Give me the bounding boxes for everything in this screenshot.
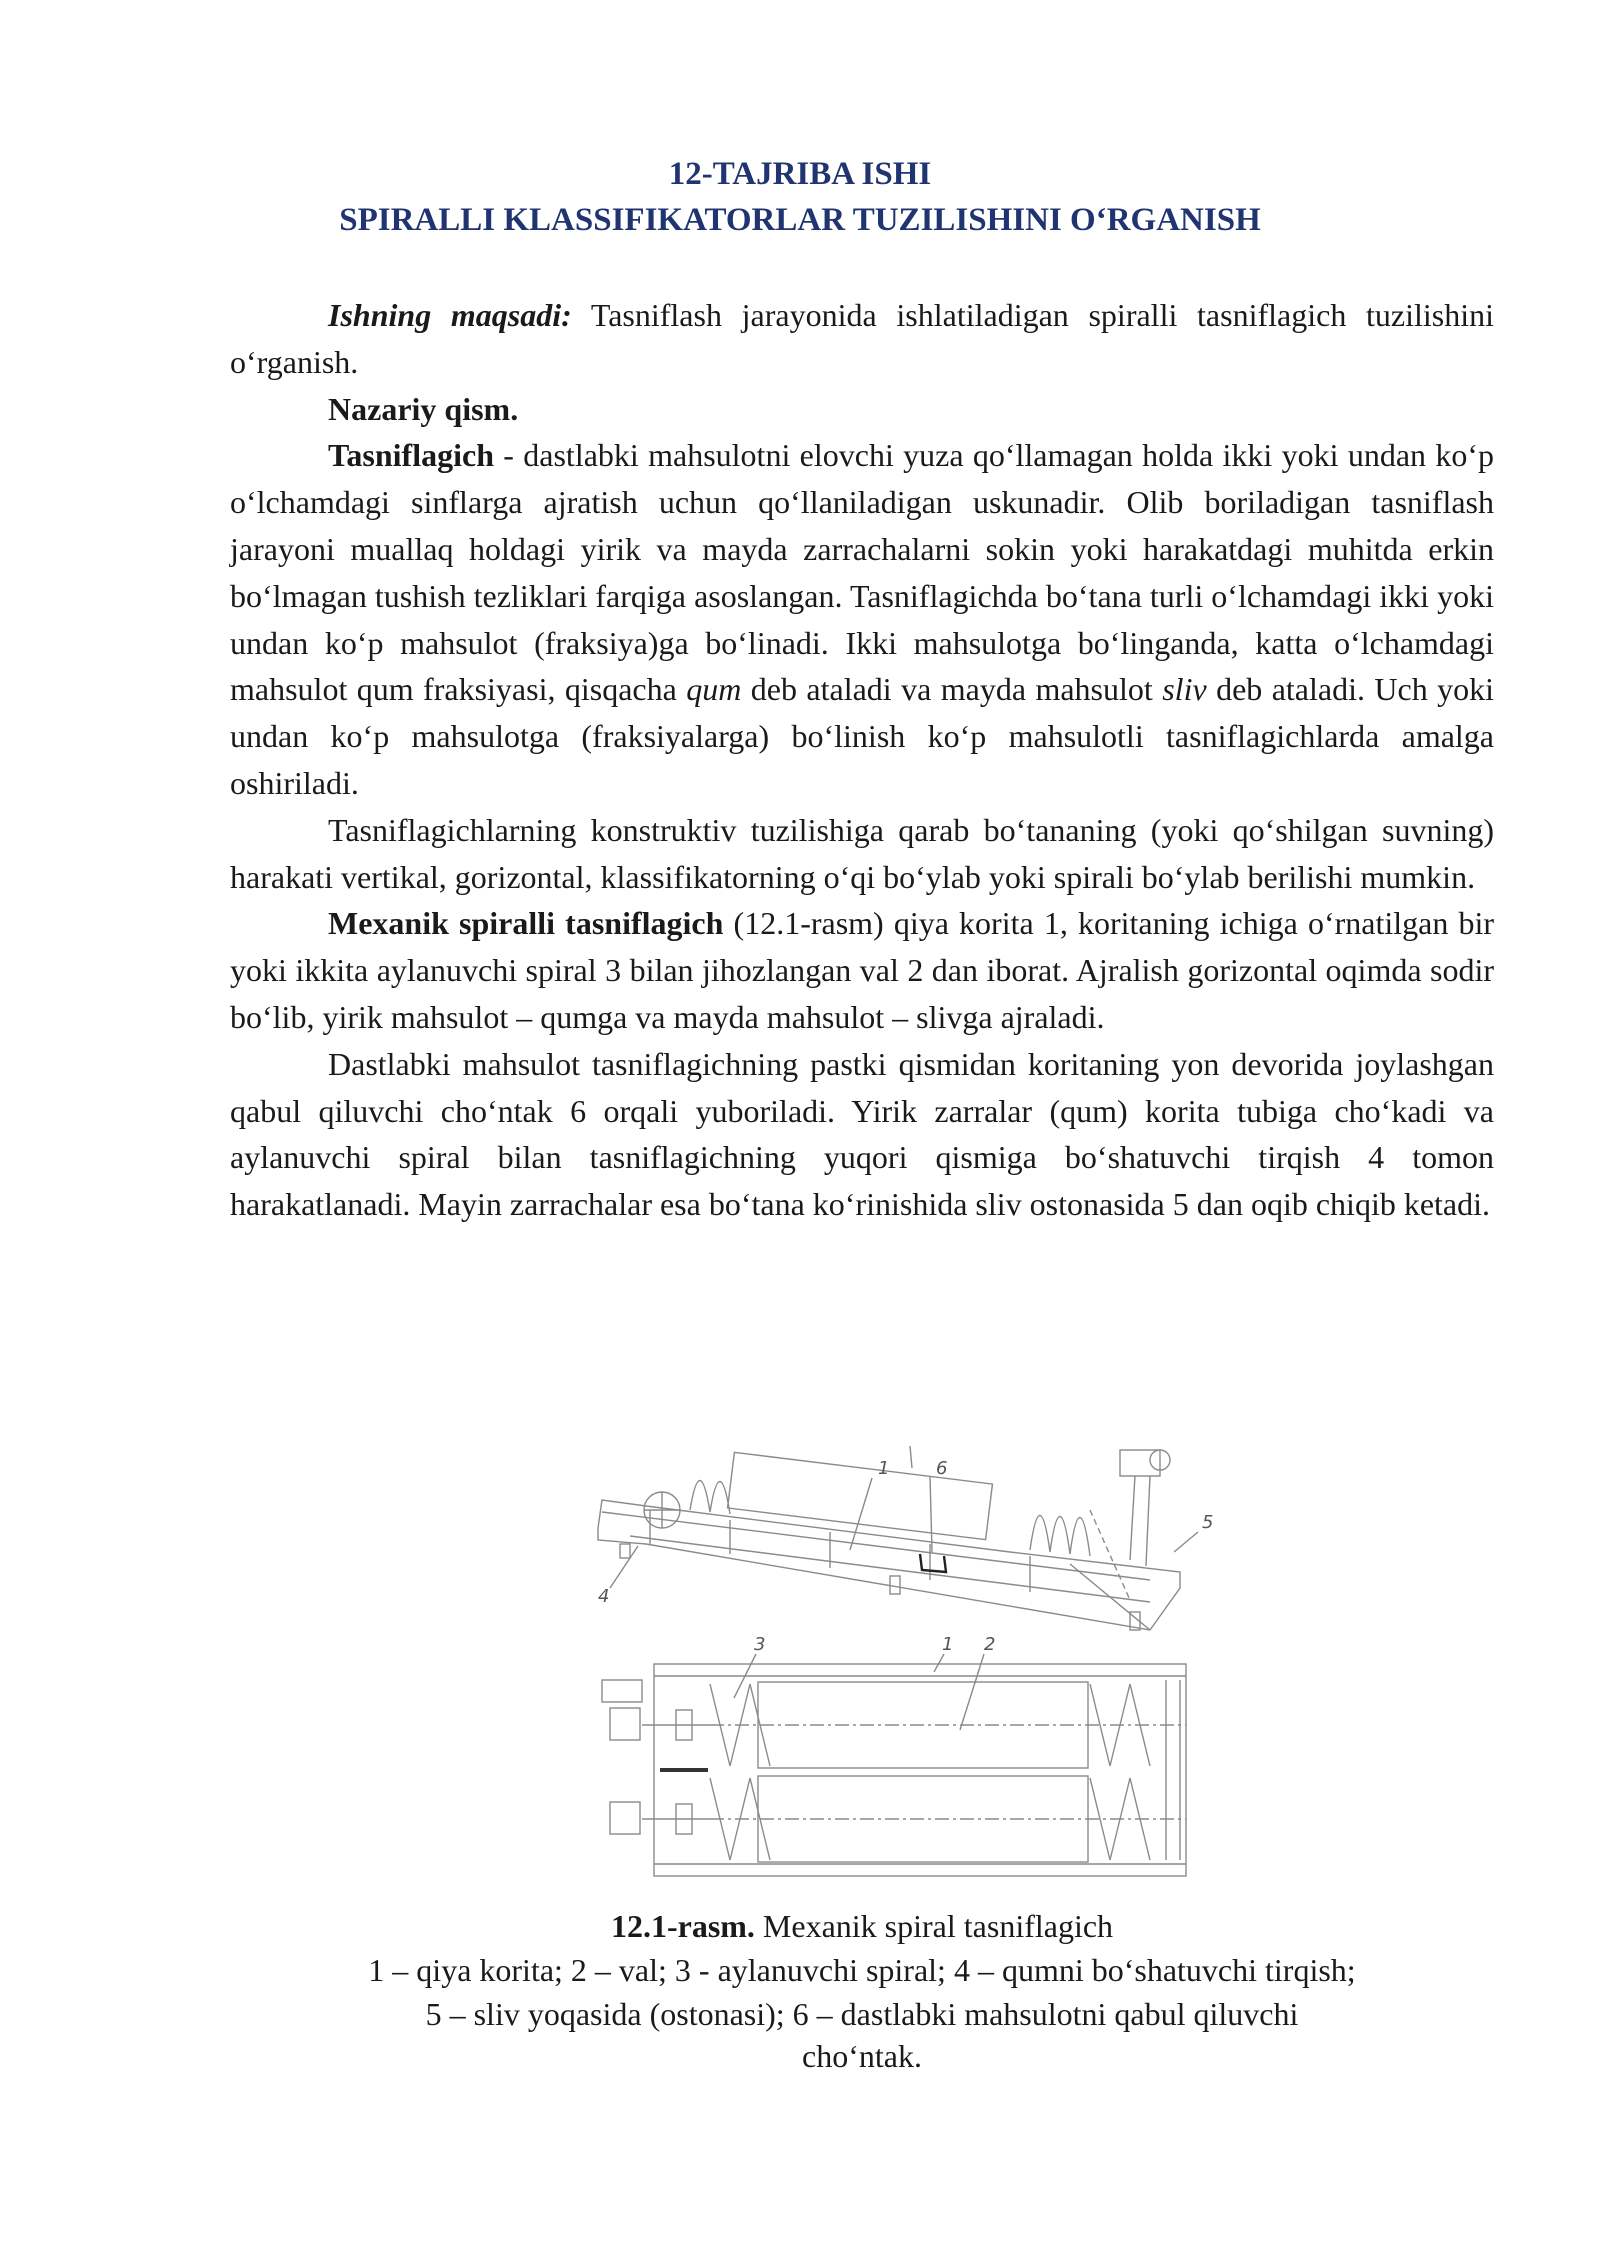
figure-caption xyxy=(230,1906,1494,1946)
figure-label-3: 3 xyxy=(754,1634,766,1655)
lab-topic-title: SPIRALLI KLASSIFIKATORLAR TUZILISHINI O‘RGANISH xyxy=(339,202,1261,238)
paragraph-definition xyxy=(230,432,1494,806)
figure-caption-title: Mexanik spiral tasniflagich xyxy=(754,1908,1114,1944)
figure-label-1-top: 1 xyxy=(878,1458,890,1479)
definition-term: Tasniflagich xyxy=(328,437,494,474)
figure-label-4: 4 xyxy=(598,1586,610,1607)
figure-label-2: 2 xyxy=(984,1634,996,1655)
paragraph-aim xyxy=(230,292,1494,386)
paragraph-mechanical xyxy=(230,900,1494,1040)
figure-legend-line-3: cho‘ntak. xyxy=(802,2038,922,2074)
definition-text-a: - dastlabki mahsulotni elovchi yuza qo‘llamagan holda ikki yoki undan ko‘p o‘lchamdagi sinflarga ajratish uchun qo‘llaniladigan uskunadir. Olib boriladigan tasniflash jarayoni muallaq holdagi yirik va mayda zarrachalarni sokin yoki harakatdagi muhitda erkin bo‘lmagan tushish tezliklari farqiga asoslangan. Tasniflagichda bo‘tana turli o‘lchamdagi ikki yoki undan ko‘p mahsulot (fraksiya)ga bo‘linadi. Ikki mahsulotga bo‘linganda, katta o‘lchamdagi mahsulot qum fraksiyasi, qisqacha xyxy=(230,437,1494,708)
mechanical-text: (12.1-rasm) qiya korita 1, koritaning ichiga o‘rnatilgan bir yoki ikkita aylanuvchi spiral 3 bilan jihozlangan val 2 dan iborat. Ajralish gorizontal oqimda sodir bo‘lib, yirik mahsulot – qumga va mayda mahsulot – slivga ajraladi. xyxy=(230,905,1495,1035)
paragraph-process: Dastlabki mahsulot tasniflagichning pastki qismidan koritaning yon devorida joylashgan qabul qiluvchi cho‘ntak 6 orqali yuboriladi. Yirik zarralar (qum) korita tubiga cho‘kadi va aylanuvchi spiral bilan tasniflagichning yuqori qismiga bo‘shatuvchi tirqish 4 tomon harakatlanadi. Mayin zarrachalar esa bo‘tana ko‘rinishida sliv ostonasida 5 dan oqib chiqib ketadi. xyxy=(230,1045,1494,1223)
lab-number-title: 12-TAJRIBA ISHI xyxy=(668,156,932,192)
term-qum: qum xyxy=(686,671,742,708)
figure-caption-label: 12.1-rasm. xyxy=(610,1908,755,1944)
classifier-drawing xyxy=(590,1440,1230,1900)
paragraph-theory-heading xyxy=(230,386,1494,433)
paragraph-construction: Tasniflagichlarning konstruktiv tuzilishiga qarab bo‘tananing (yoki qo‘shilgan suvning) harakati vertikal, gorizontal, klassifikatorning o‘qi bo‘ylab yoki spirali bo‘ylab berilishi mumkin. xyxy=(230,811,1494,895)
mechanical-term: Mexanik spiralli tasniflagich xyxy=(328,905,724,942)
theory-heading: Nazariy qism. xyxy=(328,390,519,427)
body-text xyxy=(230,292,1494,1228)
aim-text: Tasniflash jarayonida ishlatiladigan spiralli tasniflagich tuzilishini o‘rganish. xyxy=(230,297,1495,380)
figure-label-6: 6 xyxy=(936,1458,948,1479)
definition-text-c: deb ataladi. Uch yoki undan ko‘p mahsulotga (fraksiyalarga) bo‘linish ko‘p mahsulotli tasniflagichlarda amalga oshiriladi. xyxy=(230,671,1495,801)
figure-legend-line-1: 1 – qiya korita; 2 – val; 3 - aylanuvchi spiral; 4 – qumni bo‘shatuvchi tirqish; xyxy=(368,1952,1356,1988)
term-sliv: sliv xyxy=(1162,671,1207,708)
figure-legend-line-2: 5 – sliv yoqasida (ostonasi); 6 – dastlabki mahsulotni qabul qiluvchi xyxy=(425,1996,1299,2032)
aim-label: Ishning maqsadi: xyxy=(328,297,572,333)
figure-label-5: 5 xyxy=(1202,1512,1214,1533)
figure-label-1-bottom: 1 xyxy=(942,1634,954,1655)
definition-text-b: deb ataladi va mayda mahsulot xyxy=(741,671,1163,708)
